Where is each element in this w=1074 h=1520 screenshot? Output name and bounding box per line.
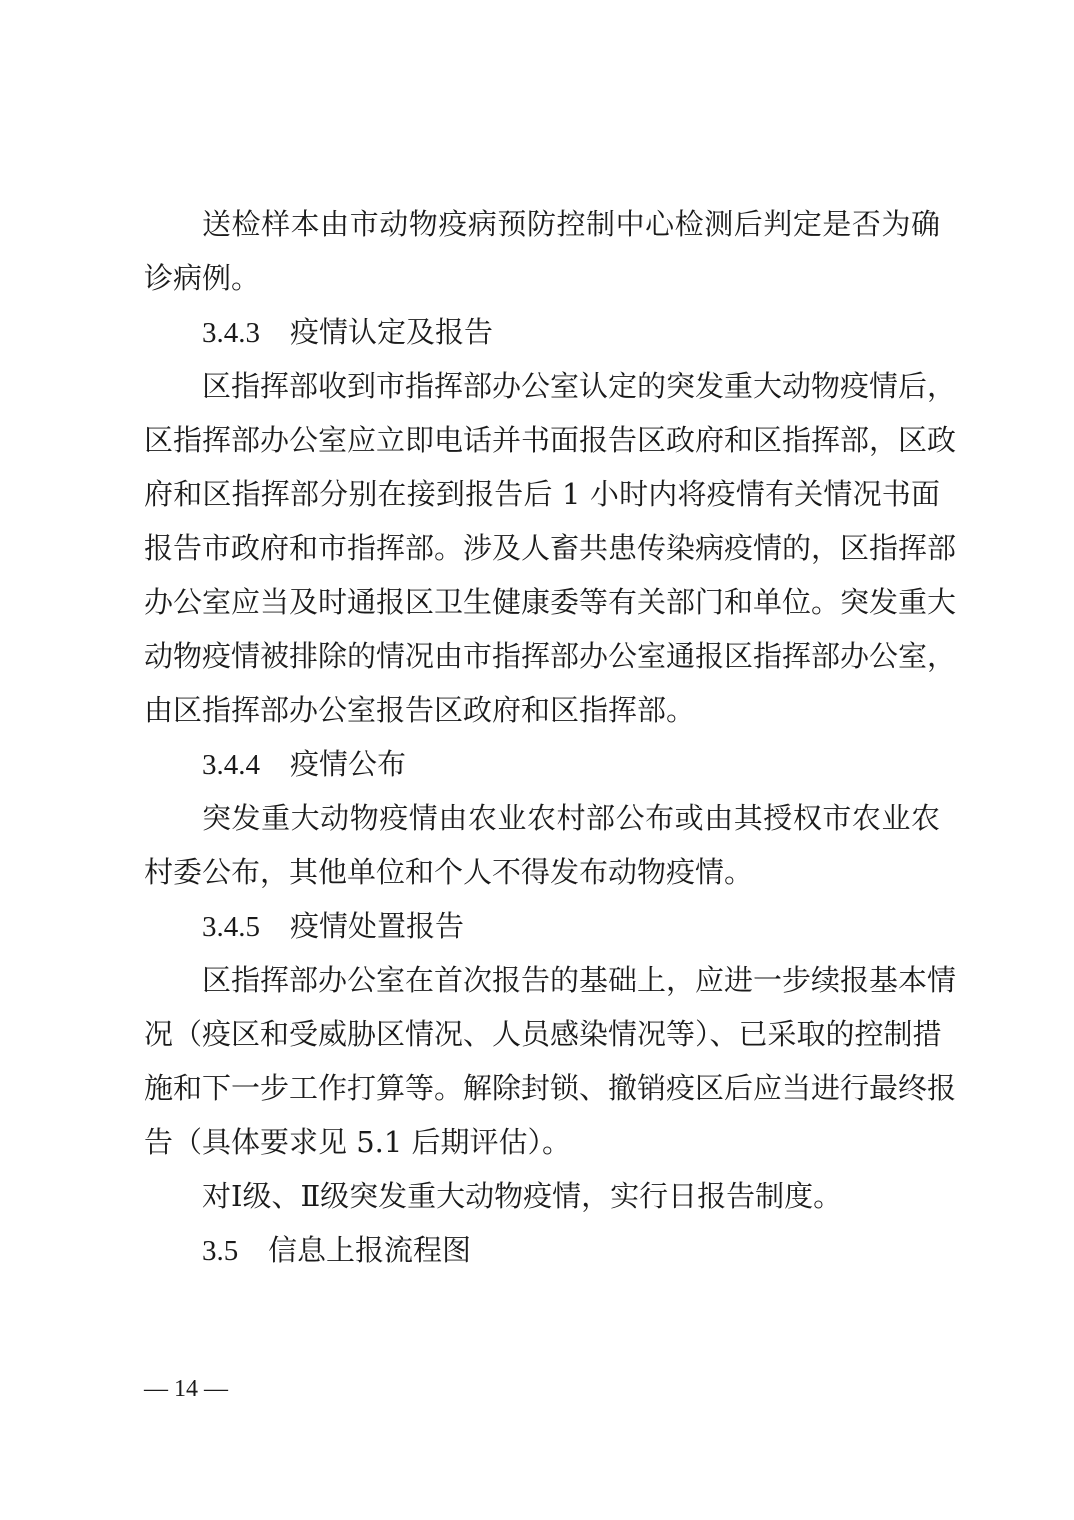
paragraph-line: 况（疫区和受威胁区情况、人员感染情况等）、已采取的控制措 [144,1017,942,1051]
section-title: 信息上报流程图 [268,1233,472,1267]
paragraph-line: 送检样本由市动物疫病预防控制中心检测后判定是否为确 [202,207,940,241]
section-heading-3-5 [202,1230,940,1270]
paragraph-line: 告（具体要求见 5.1 后期评估）。 [144,1125,572,1159]
paragraph-line: 办公室应当及时通报区卫生健康委等有关部门和单位。突发重大 [144,585,957,619]
paragraph-line: 区指挥部收到市指挥部办公室认定的突发重大动物疫情后， [202,369,957,403]
paragraph-line: 突发重大动物疫情由农业农村部公布或由其授权市农业农 [202,801,940,835]
section-title: 疫情处置报告 [290,909,465,943]
paragraph-line: 府和区指挥部分别在接到报告后 1 小时内将疫情有关情况书面 [144,477,940,511]
section-number: 3.4.3 [202,317,260,349]
page-number: — 14 — [144,1376,228,1402]
section-number: 3.4.4 [202,749,260,781]
paragraph-line: 村委公布，其他单位和个人不得发布动物疫情。 [144,855,754,889]
paragraph-line: 对Ⅰ级、Ⅱ级突发重大动物疫情，实行日报告制度。 [202,1179,843,1213]
section-number: 3.4.5 [202,911,260,943]
section-title: 疫情认定及报告 [290,315,494,349]
paragraph-line: 动物疫情被排除的情况由市指挥部办公室通报区指挥部办公室， [144,639,957,673]
paragraph-line: 区指挥部办公室应立即电话并书面报告区政府和区指挥部，区政 [144,423,957,457]
section-heading-3-4-4 [202,744,940,784]
paragraph-line: 报告市政府和市指挥部。涉及人畜共患传染病疫情的，区指挥部 [144,531,957,565]
section-title: 疫情公布 [290,747,407,781]
paragraph-line: 诊病例。 [144,261,261,295]
paragraph-line: 区指挥部办公室在首次报告的基础上，应进一步续报基本情 [202,963,957,997]
paragraph-line: 由区指挥部办公室报告区政府和区指挥部。 [144,693,696,727]
section-heading-3-4-3 [202,312,940,352]
paragraph-line: 施和下一步工作打算等。解除封锁、撤销疫区后应当进行最终报 [144,1071,957,1105]
section-number: 3.5 [202,1235,239,1267]
section-heading-3-4-5 [202,906,940,946]
